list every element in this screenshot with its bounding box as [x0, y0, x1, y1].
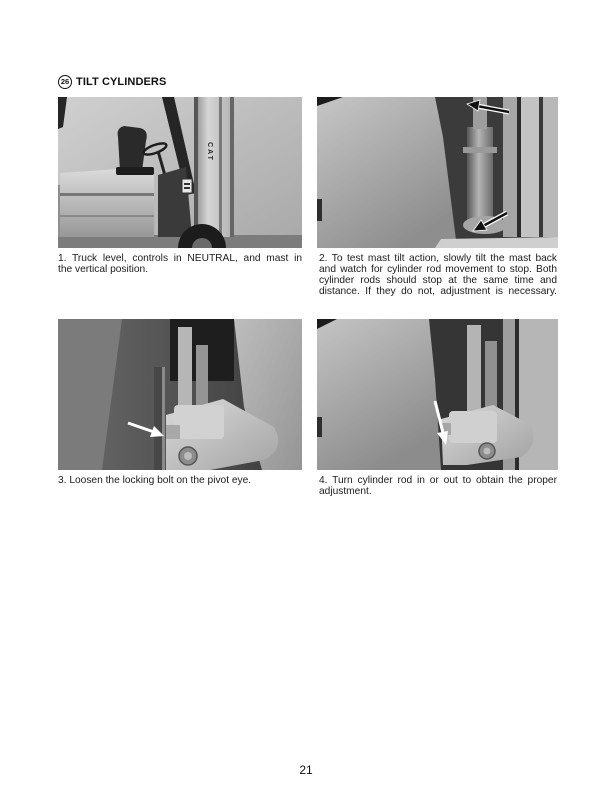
photo-test-tilt-action	[317, 97, 558, 248]
caption-1	[58, 254, 302, 276]
caption-line: adjustment.	[319, 485, 372, 497]
caption-2	[319, 254, 557, 298]
locking-bolt	[166, 425, 180, 439]
truck-body	[60, 167, 154, 237]
mast	[194, 97, 234, 237]
cylinder-rod	[467, 325, 481, 421]
caption-line: cylinder rods should stop at the same time and	[319, 274, 557, 286]
section-title: TILT CYLINDERS	[76, 76, 167, 88]
caption-line: distance. If they do not, adjustment is necessary.	[319, 285, 557, 297]
caption-line: the vertical position.	[58, 263, 149, 275]
caption-4	[319, 476, 557, 498]
caption-line: 4. Turn cylinder rod in or out to obtain the proper	[319, 475, 557, 486]
caption-line: 3. Loosen the locking bolt on the pivot eye.	[58, 475, 252, 486]
photo-truck-level	[58, 97, 302, 248]
caption-3	[58, 476, 302, 487]
tilt-cylinder	[467, 127, 493, 227]
photo-loosen-locking-bolt-image	[58, 319, 302, 470]
cowl	[158, 167, 192, 237]
caption-line: 1. Truck level, controls in NEUTRAL, and mast in	[58, 253, 302, 264]
decal-panel	[182, 179, 192, 193]
photo-turn-cylinder-rod	[317, 319, 558, 470]
page-number: 21	[299, 763, 313, 777]
caption-line: and watch for cylinder rod movement to stop. Both	[319, 263, 557, 275]
photo-turn-cylinder-rod-image	[317, 319, 558, 470]
caption-line: 2. To test mast tilt action, slowly tilt the mast back	[319, 253, 557, 264]
operator-seat	[118, 126, 147, 171]
mast-panel	[317, 319, 441, 470]
photo-loosen-locking-bolt	[58, 319, 302, 470]
mast-panel	[317, 97, 457, 248]
photo-truck-level-image	[58, 97, 302, 248]
mast-logo-text: CAT	[206, 142, 213, 162]
section-number-badge: 26	[58, 75, 72, 89]
photo-test-tilt-action-image	[317, 97, 558, 248]
